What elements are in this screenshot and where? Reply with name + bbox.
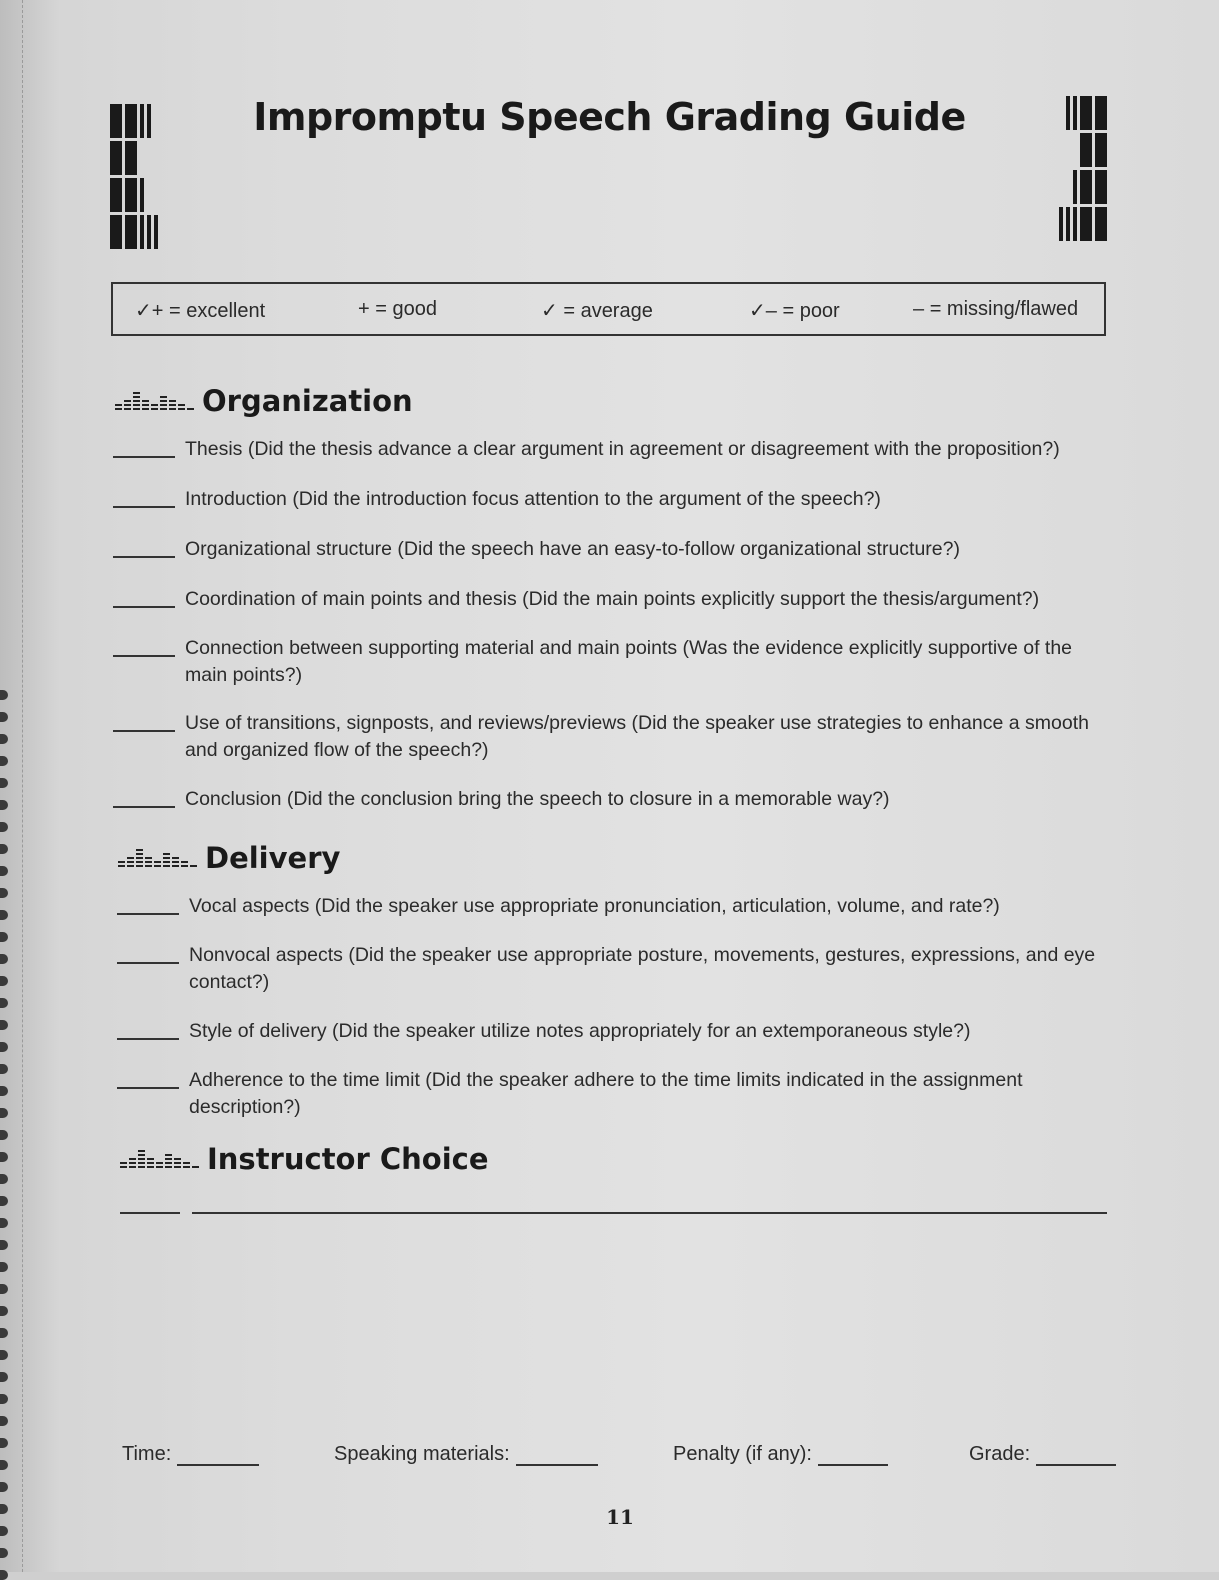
spiral-ring <box>0 888 8 898</box>
spiral-ring <box>0 712 8 722</box>
spiral-ring <box>0 1482 8 1492</box>
rubric-item-style: Style of delivery (Did the speaker utilize notes appropriately for an extemporaneous style?) <box>117 1018 1117 1045</box>
rubric-item-introduction: Introduction (Did the introduction focus attention to the argument of the speech?) <box>113 486 1113 513</box>
key-good: + = good <box>358 298 437 320</box>
spiral-ring <box>0 1460 8 1470</box>
spiral-ring <box>0 1306 8 1316</box>
score-blank[interactable] <box>113 635 175 657</box>
spiral-ring <box>0 954 8 964</box>
key-missing: – = missing/flawed <box>913 298 1079 320</box>
page-number: 11 <box>606 1505 634 1529</box>
margin-line <box>22 0 23 1572</box>
grading-key <box>111 282 1106 336</box>
rubric-item-transitions: Use of transitions, signposts, and reviews/previews (Did the speaker use strategies to enhance a smooth and organized flow of the speech?) <box>113 710 1113 764</box>
spiral-ring <box>0 932 8 942</box>
spiral-ring <box>0 1240 8 1250</box>
score-blank[interactable] <box>117 1018 179 1040</box>
time-blank[interactable] <box>177 1446 259 1466</box>
spiral-ring <box>0 1108 8 1118</box>
instructor-choice-criterion-line[interactable] <box>192 1212 1107 1214</box>
spiral-ring <box>0 1328 8 1338</box>
spiral-ring <box>0 1394 8 1404</box>
spiral-ring <box>0 1020 8 1030</box>
penalty-blank[interactable] <box>818 1446 888 1466</box>
spiral-ring <box>0 844 8 854</box>
section-bars-icon <box>118 849 197 867</box>
spiral-ring <box>0 976 8 986</box>
key-average: ✓ = average <box>541 300 653 322</box>
spiral-ring <box>0 1196 8 1206</box>
score-blank[interactable] <box>113 536 175 558</box>
spiral-ring <box>0 822 8 832</box>
spiral-ring <box>0 1174 8 1184</box>
score-blank[interactable] <box>113 486 175 508</box>
spiral-ring <box>0 1218 8 1228</box>
rubric-item-nonvocal: Nonvocal aspects (Did the speaker use appropriate posture, movements, gestures, expressions, and eye contact?) <box>117 942 1117 996</box>
rubric-item-connection: Connection between supporting material and main points (Was the evidence explicitly supportive of the main points?) <box>113 635 1113 689</box>
spiral-ring <box>0 800 8 810</box>
spiral-ring <box>0 1372 8 1382</box>
key-excellent: ✓+ = excellent <box>135 300 266 322</box>
section-bars-icon <box>120 1150 199 1168</box>
rubric-item-time-limit: Adherence to the time limit (Did the speaker adhere to the time limits indicated in the assignment description?) <box>117 1067 1117 1121</box>
spiral-ring <box>0 1130 8 1140</box>
spiral-ring <box>0 1438 8 1448</box>
score-blank[interactable] <box>117 893 179 915</box>
section-bars-icon <box>115 392 194 410</box>
section-heading-organization: Organization <box>115 384 413 418</box>
spiral-ring <box>0 1548 8 1558</box>
spiral-ring <box>0 1350 8 1360</box>
footer-speaking-materials: Speaking materials: <box>334 1443 598 1466</box>
spiral-ring <box>0 756 8 766</box>
instructor-choice-score-blank[interactable] <box>120 1212 180 1214</box>
key-poor: ✓– = poor <box>749 300 840 322</box>
spiral-ring <box>0 1416 8 1426</box>
spiral-ring <box>0 910 8 920</box>
spiral-ring <box>0 1152 8 1162</box>
spiral-ring <box>0 1262 8 1272</box>
grade-blank[interactable] <box>1036 1446 1116 1466</box>
score-blank[interactable] <box>117 1067 179 1089</box>
spiral-ring <box>0 1086 8 1096</box>
score-blank[interactable] <box>113 436 175 458</box>
spiral-binding <box>0 0 12 1572</box>
spiral-ring <box>0 734 8 744</box>
speaking-materials-blank[interactable] <box>516 1446 598 1466</box>
section-heading-delivery: Delivery <box>118 841 340 875</box>
spiral-ring <box>0 1042 8 1052</box>
section-heading-instructor-choice: Instructor Choice <box>120 1142 489 1176</box>
rubric-item-vocal: Vocal aspects (Did the speaker use appropriate pronunciation, articulation, volume, and rate?) <box>117 893 1117 920</box>
spiral-ring <box>0 778 8 788</box>
spiral-ring <box>0 1284 8 1294</box>
spiral-ring <box>0 690 8 700</box>
footer-penalty: Penalty (if any): <box>673 1443 888 1466</box>
score-blank[interactable] <box>117 942 179 964</box>
spiral-ring <box>0 866 8 876</box>
rubric-item-coordination: Coordination of main points and thesis (Did the main points explicitly support the thesis/argument?) <box>113 586 1113 613</box>
page-title: Impromptu Speech Grading Guide <box>253 95 966 139</box>
spiral-ring <box>0 1064 8 1074</box>
rubric-item-organizational-structure: Organizational structure (Did the speech have an easy-to-follow organizational structure?) <box>113 536 1113 563</box>
score-blank[interactable] <box>113 786 175 808</box>
footer-grade: Grade: <box>969 1443 1116 1466</box>
footer-time: Time: <box>122 1443 259 1466</box>
rubric-item-conclusion: Conclusion (Did the conclusion bring the speech to closure in a memorable way?) <box>113 786 1113 813</box>
rubric-item-thesis: Thesis (Did the thesis advance a clear argument in agreement or disagreement with the proposition?) <box>113 436 1113 463</box>
score-blank[interactable] <box>113 586 175 608</box>
score-blank[interactable] <box>113 710 175 732</box>
spiral-ring <box>0 998 8 1008</box>
